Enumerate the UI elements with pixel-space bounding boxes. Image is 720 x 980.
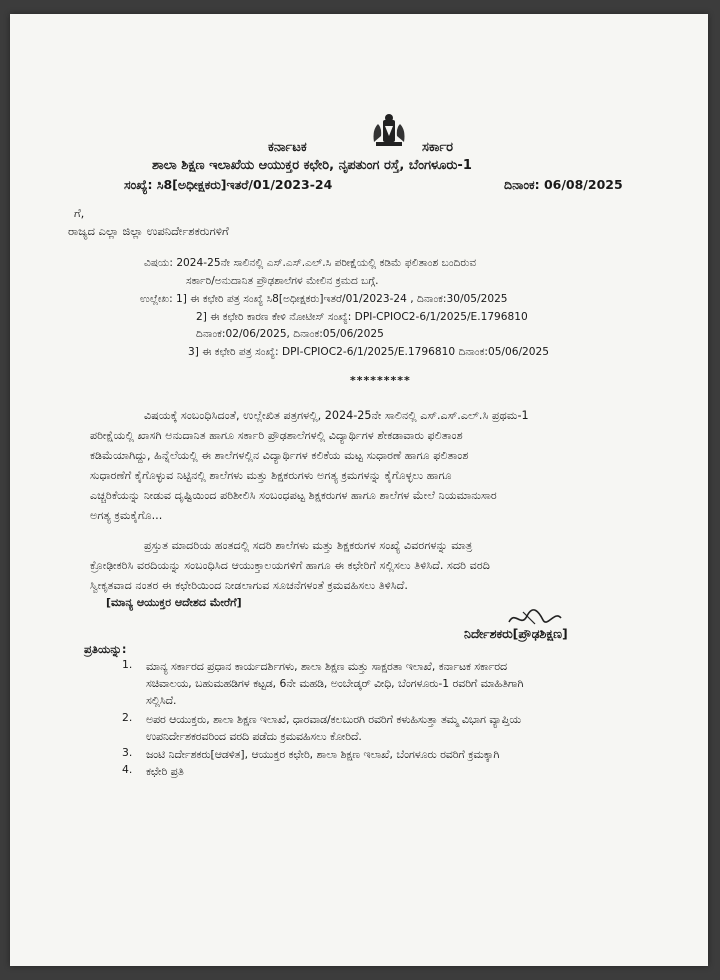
state-emblem-icon (368, 112, 410, 148)
body-p1-line-5: ಎಚ್ಚರಿಕೆಯನ್ನು ನೀಡುವ ದೃಷ್ಟಿಯಿಂದ ಪರಿಶೀಲಿಸಿ ಸಂಬಂಧಪಟ್ಟ ಶಿಕ್ಷಕರುಗಳ ಹಾಗೂ ಶಾಲೆಗಳ ಮೇಲೆ ನಿಯಮಾನುಸಾರ (90, 489, 497, 502)
body-p2-line-3: ಸ್ವೀಕೃತವಾದ ನಂತರ ಈ ಕಛೇರಿಯಿಂದ ನೀಡಲಾಗುವ ಸೂಚನೆಗಳಂತೆ ಕ್ರಮವಹಿಸಲು ತಿಳಿಸಿದೆ. (90, 579, 408, 592)
body-p1-line-1: ವಿಷಯಕ್ಕೆ ಸಂಬಂಧಿಸಿದಂತೆ, ಉಲ್ಲೇಖಿತ ಪತ್ರಗಳಲ್ಲಿ, 2024-25ನೇ ಸಾಲಿನಲ್ಲಿ ಎಸ್.ಎಸ್.ಎಲ್.ಸಿ ಪ್ರಥಮ-1 (144, 409, 529, 422)
document-page (10, 14, 708, 966)
copy-2-line-2: ಉಪನಿರ್ದೇಶಕರವರಿಂದ ವರದಿ ಪಡೆದು ಕ್ರಮವಹಿಸಲು ಕೋರಿದೆ. (146, 730, 362, 743)
copy-4-number: 4. (122, 763, 133, 776)
reference-1: ಉಲ್ಲೇಖ: 1] ಈ ಕಛೇರಿ ಪತ್ರ ಸಂಖ್ಯೆ ಸಿ8[ಅಧೀಕ್ಷಕರು]ಇತರೆ/01/2023-24 , ದಿನಾಂಕ:30/05/2025 (140, 293, 508, 305)
reference-3: 3] ಈ ಕಛೇರಿ ಪತ್ರ ಸಂಖ್ಯೆ: DPI-CPIOC2-6/1/2025/E.1796810 ದಿನಾಂಕ:05/06/2025 (188, 346, 550, 358)
separator: ********* (350, 374, 411, 387)
recipient: ರಾಜ್ಯದ ಎಲ್ಲಾ ಜಿಲ್ಲಾ ಉಪನಿರ್ದೇಶಕರುಗಳಿಗೆ (68, 224, 229, 238)
reference-2: 2] ಈ ಕಛೇರಿ ಕಾರಣ ಕೇಳಿ ನೋಟೀಸ್ ಸಂಖ್ಯೆ: DPI-CPIOC2-6/1/2025/E.1796810 (196, 311, 528, 323)
letter-date: ದಿನಾಂಕ: 06/08/2025 (504, 177, 623, 192)
order-note: [ಮಾನ್ಯ ಆಯುಕ್ತರ ಆದೇಶದ ಮೇರೆಗೆ] (106, 596, 242, 609)
body-p1-line-2: ಪರೀಕ್ಷೆಯಲ್ಲಿ ಖಾಸಗಿ ಅನುದಾನಿತ ಹಾಗೂ ಸರ್ಕಾರಿ ಪ್ರೌಢಶಾಲೆಗಳಲ್ಲಿ ವಿದ್ಯಾರ್ಥಿಗಳ ಶೇಕಡಾವಾರು ಫಲಿತಾಂಶ (90, 429, 463, 442)
reference-number: ಸಂಖ್ಯೆ: ಸಿ8[ಅಧೀಕ್ಷಕರು]ಇತರೆ/01/2023-24 (124, 177, 333, 192)
letterhead-sarkara: ಸರ್ಕಾರ (422, 140, 453, 155)
copy-3-number: 3. (122, 746, 133, 759)
office-address: ಶಾಲಾ ಶಿಕ್ಷಣ ಇಲಾಖೆಯ ಆಯುಕ್ತರ ಕಛೇರಿ, ನೃಪತುಂಗ ರಸ್ತೆ, ಬೆಂಗಳೂರು-1 (152, 158, 472, 173)
copy-2-line-1: ಅಪರ ಆಯುಕ್ತರು, ಶಾಲಾ ಶಿಕ್ಷಣ ಇಲಾಖೆ, ಧಾರವಾಡ/ಕಲಬುರಗಿ ರವರಿಗೆ ಕಳುಹಿಸುತ್ತಾ ತಮ್ಮ ವಿಭಾಗ ವ್ಯಾಪ್ತಿಯ (146, 713, 521, 726)
signatory-title: ನಿರ್ದೇಶಕರು[ಪ್ರೌಢಶಿಕ್ಷಣ] (464, 626, 568, 641)
letterhead-karnataka: ಕರ್ನಾಟಕ (268, 140, 307, 155)
salutation: ಗೆ, (74, 206, 85, 220)
subject-line-1: ವಿಷಯ: 2024-25ನೇ ಸಾಲಿನಲ್ಲಿ ಎಸ್.ಎಸ್.ಎಲ್.ಸಿ ಪರೀಕ್ಷೆಯಲ್ಲಿ ಕಡಿಮೆ ಫಲಿತಾಂಶ ಬಂದಿರುವ (144, 257, 477, 269)
body-p1-line-3: ಕಡಿಮೆಯಾಗಿದ್ದು, ಹಿನ್ನೆಲೆಯಲ್ಲಿ ಈ ಶಾಲೆಗಳಲ್ಲಿನ ವಿದ್ಯಾರ್ಥಿಗಳ ಕಲಿಕೆಯ ಮಟ್ಟ ಸುಧಾರಣೆ ಹಾಗೂ ಫಲಿತಾಂಶ (90, 449, 469, 462)
subject-line-2: ಸರ್ಕಾರಿ/ಅನುದಾನಿತ ಪ್ರೌಢಶಾಲೆಗಳ ಮೇಲಿನ ಕ್ರಮದ ಬಗ್ಗೆ. (186, 275, 379, 287)
copy-1-number: 1. (122, 658, 133, 671)
copy-3-line-1: ಜಂಟಿ ನಿರ್ದೇಶಕರು[ಆಡಳಿತ], ಆಯುಕ್ತರ ಕಛೇರಿ, ಶಾಲಾ ಶಿಕ್ಷಣ ಇಲಾಖೆ, ಬೆಂಗಳೂರು ರವರಿಗೆ ಕ್ರಮಕ್ಕಾಗಿ (146, 748, 500, 761)
body-p1-line-4: ಸುಧಾರಣೆಗೆ ಕೈಗೊಳ್ಳುವ ನಿಟ್ಟಿನಲ್ಲಿ ಶಾಲೆಗಳು ಮತ್ತು ಶಿಕ್ಷಕರುಗಳು ಅಗತ್ಯ ಕ್ರಮಗಳನ್ನು ಕೈಗೊಳ್ಳಲು ಹಾಗೂ (90, 469, 452, 482)
copy-1-line-1: ಮಾನ್ಯ ಸರ್ಕಾರದ ಪ್ರಧಾನ ಕಾರ್ಯದರ್ಶಿಗಳು, ಶಾಲಾ ಶಿಕ್ಷಣ ಮತ್ತು ಸಾಕ್ಷರತಾ ಇಲಾಖೆ, ಕರ್ನಾಟಕ ಸರ್ಕಾರದ (146, 660, 507, 673)
copy-1-line-2: ಸಚಿವಾಲಯ, ಬಹುಮಹಡಿಗಳ ಕಟ್ಟಡ, 6ನೇ ಮಹಡಿ, ಅಂಬೇಡ್ಕರ್ ವೀಧಿ, ಬೆಂಗಳೂರು-1 ರವರಿಗೆ ಮಾಹಿತಿಗಾಗಿ (146, 677, 524, 690)
reference-2-dates: ದಿನಾಂಕ:02/06/2025, ದಿನಾಂಕ:05/06/2025 (196, 328, 384, 340)
copies-heading: ಪ್ರತಿಯನ್ನು: (84, 642, 127, 656)
body-p2-line-1: ಪ್ರಸ್ತುತ ಮಾದರಿಯ ಹಂತದಲ್ಲಿ ಸದರಿ ಶಾಲೆಗಳು ಮತ್ತು ಶಿಕ್ಷಕರುಗಳ ಸಂಖ್ಯೆ ವಿವರಗಳನ್ನು ಮಾತ್ರ (144, 539, 473, 552)
copy-1-line-3: ಸಲ್ಲಿಸಿದೆ. (146, 694, 177, 707)
copy-4-line-1: ಕಛೇರಿ ಪ್ರತಿ (146, 765, 184, 778)
body-p2-line-2: ಕ್ರೋಢೀಕರಿಸಿ ವರದಿಯನ್ನು ಸಂಬಂಧಿಸಿದ ಆಯುಕ್ತಾಲಯಗಳಿಗೆ ಹಾಗೂ ಈ ಕಛೇರಿಗೆ ಸಲ್ಲಿಸಲು ತಿಳಿಸಿದೆ. ಸದರಿ ವರದಿ (90, 559, 490, 572)
body-p1-line-6: ಅಗತ್ಯ ಕ್ರಮಕೈಗೊ... (90, 509, 163, 522)
copy-2-number: 2. (122, 711, 133, 724)
